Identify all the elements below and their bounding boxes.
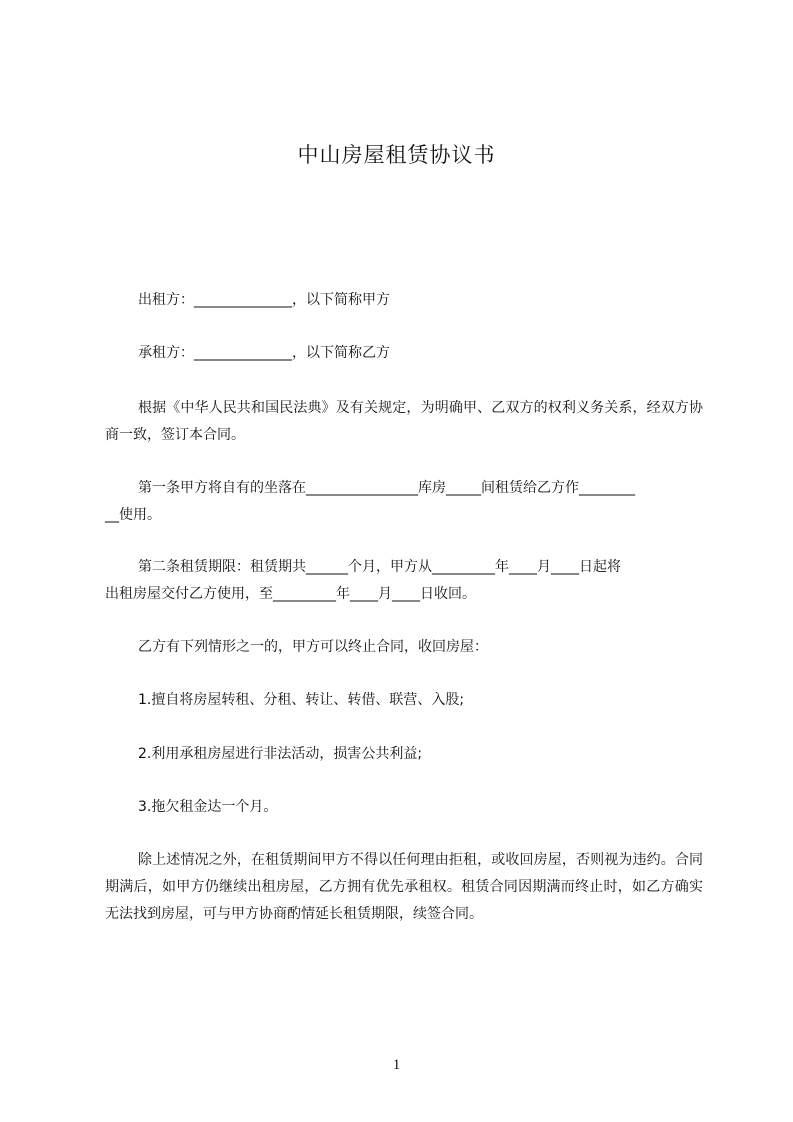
lessee-line: 承租方：______________，以下简称乙方 <box>138 345 390 361</box>
lessor-line: 出租方：______________，以下简称甲方 <box>138 292 390 308</box>
document-title: 中山房屋租赁协议书 <box>297 143 496 167</box>
article-1-line-2: __使用。 <box>105 507 161 523</box>
page-number: 1 <box>392 1057 401 1073</box>
condition-item-2: 2.利用承租房屋进行非法活动，损害公共利益; <box>138 746 423 762</box>
article-1 <box>105 475 703 529</box>
condition-item-3: 3.拖欠租金达一个月。 <box>138 799 278 815</box>
intro-paragraph: 根据《中华人民共和国民法典》及有关规定，为明确甲、乙双方的权利义务关系，经双方协商一致，签订本合同。 <box>105 400 703 443</box>
termination-intro: 乙方有下列情形之一的，甲方可以终止合同，收回房屋： <box>138 639 488 655</box>
article-2-line-2: 出租房屋交付乙方使用，至_________年____月____日收回。 <box>105 586 476 602</box>
closing-paragraph: 除上述情况之外，在租赁期间甲方不得以任何理由拒租，或收回房屋，否则视为违约。合同期满后，如甲方仍继续出租房屋，乙方拥有优先承租权。租赁合同因期满而终止时，如乙方确实无法找到房屋，可与甲方协商酌情延长租赁期限，续签合同。 <box>105 852 703 922</box>
article-1-line-1: 第一条甲方将自有的坐落在________________库房_____间租赁给乙方作________ <box>138 480 635 496</box>
article-2 <box>105 554 703 608</box>
article-2-line-1: 第二条租赁期限：租赁期共______个月，甲方从_________年____月____日起将 <box>138 559 621 575</box>
condition-item-1: 1.擅自将房屋转租、分租、转让、转借、联营、入股; <box>138 692 465 708</box>
